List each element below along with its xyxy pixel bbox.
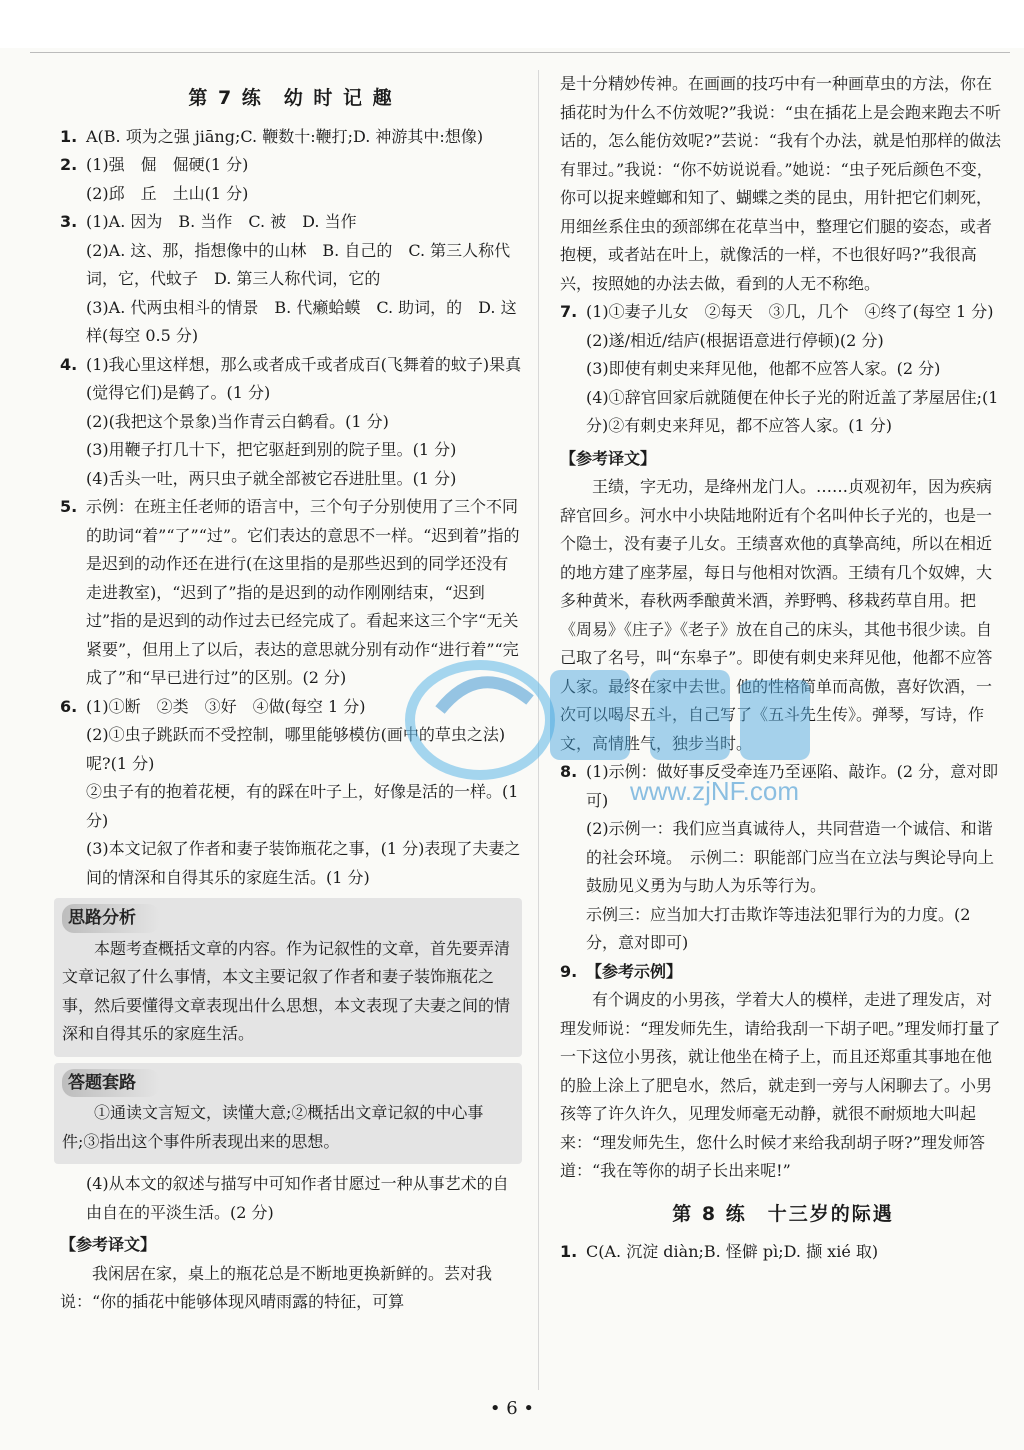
question-1 — [60, 123, 522, 152]
answer-line: (2)(我把这个景象)当作青云白鹤看。(1 分) — [86, 411, 389, 431]
answer-line: (2)邱 丘 土山(1 分) — [86, 183, 249, 203]
analysis-box-title: 思路分析 — [62, 904, 160, 933]
translation-continued: 是十分精妙传神。在画画的技巧中有一种画草虫的方法，你在插花时为什么不仿效呢?”我说：“虫在插花上是会跑来跑去不听话的，怎么能仿效呢?”芸说：“我有个办法，就是怕那样的做法有罪过。”我说：“你不妨说说看。”她说：“虫子死后颜色不变，你可以捉来螳螂和知了、蝴蝶之类的昆虫，用针把它们刺死，用细丝系住虫的颈部绑在花草当中，整理它们腿的姿态，或者抱梗，或者站在叶上，就像活的一样，不也很好吗?”我很高兴，按照她的办法去做，看到的人无不称绝。 — [560, 74, 1001, 293]
method-box-title: 答题套路 — [62, 1069, 160, 1098]
question-number: 8. — [560, 762, 578, 781]
question-number: 4. — [60, 354, 78, 374]
answer-line: (1)强 倔 倔硬(1 分) — [86, 155, 249, 174]
answer-line: (2)A. 这、那，指想像中的山林 B. 自己的 C. 第三人称代词，它，代蚊子 D. 第三人称代词，它的 — [86, 240, 511, 288]
question-number: 6. — [60, 696, 78, 716]
question-number: 3. — [60, 212, 78, 231]
answer-line: ②虫子有的抱着花梗，有的踩在叶子上，好像是活的一样。(1 分) — [86, 782, 519, 830]
reference-example-text: 有个调皮的小男孩，学着大人的模样，走进了理发店，对理发师说：“理发师先生，请给我刮一下胡子吧。”理发师打量了一下这位小男孩，就让他坐在椅子上，而且还郑重其事地在他的脸上涂上了肥皂水，然后，就走到一旁与人闲聊去了。小男孩等了许久许久，见理发师毫无动静，就很不耐烦地大叫起来：“理发师先生，您什么时候才来给我刮胡子呀?”理发师答道：“我在等你的胡子长出来呢!” — [560, 990, 1001, 1180]
reference-translation-text: 王绩，字无功，是绛州龙门人。……贞观初年，因为疾病辞官回乡。河水中小块陆地附近有个名叫仲长子光的，也是一个隐士，没有妻子儿女。王绩喜欢他的真挚高纯，所以在相近的地方建了座茅屋，每日与他相对饮酒。王绩有几个奴婢，大多种黄米，春秋两季酿黄米酒，养野鸭、移栽药草自用。把《周易》《庄子》《老子》放在自己的床头，其他书很少读。自己取了名号，叫“东皋子”。即使有刺史来拜见他，他都不应答人家。最终在家中去世。他的性格简单而高傲，喜好饮酒，一次可以喝尽五斗，自己写了《五斗先生传》。弹琴，写诗，作文，高情胜气，独步当时。 — [560, 477, 993, 753]
page-number: • 6 • — [489, 1398, 535, 1419]
reference-translation-title: 【参考译文】 — [60, 1235, 157, 1254]
watermark-url: www.zjNF.com — [630, 776, 800, 806]
answer-line: (3)A. 代两虫相斗的情景 B. 代癞蛤蟆 C. 助词，的 D. 这样(每空 0.5 分) — [86, 297, 517, 345]
method-box — [54, 1063, 522, 1165]
answer-line: (1)①妻子儿女 ②每天 ③几，几个 ④终了(每空 1 分) — [586, 302, 994, 321]
analysis-box-text: 本题考查概括文章的内容。作为记叙性的文章，首先要弄清文章记叙了什么事情，本文主要记叙了作者和妻子装饰瓶花之事，然后要懂得文章表现出什么思想，本文表现了夫妻之间的情深和自得其乐的家庭生活。 — [62, 938, 511, 1043]
question-4 — [60, 351, 522, 494]
reference-example-title: 【参考示例】 — [586, 961, 683, 981]
column-divider — [538, 70, 539, 1390]
question-number: 9. — [560, 961, 578, 981]
answer-line: (1)A. 因为 B. 当作 C. 被 D. 当作 — [86, 212, 357, 231]
question-9 — [560, 958, 1006, 987]
answer-line: (1)①断 ②类 ③好 ④做(每空 1 分) — [86, 696, 366, 716]
answer-line: (4)舌头一吐，两只虫子就全部被它吞进肚里。(1 分) — [86, 468, 457, 488]
right-column — [560, 70, 1006, 1267]
answer-line: (1)我心里这样想，那么或者成千或者成百(飞舞着的蚊子)果真(觉得它们)是鹤了。(1 分) — [86, 354, 522, 402]
answer-line: (1)示例：做好事反受牵连乃至诬陷、敲诈。(2 分，意对即可) — [586, 762, 999, 810]
question-number: 2. — [60, 155, 78, 174]
answer-line: (3)用鞭子打几十下，把它驱赶到别的院子里。(1 分) — [86, 440, 457, 459]
analysis-box — [54, 898, 522, 1057]
section-title-7: 第 7 练 幼 时 记 趣 — [188, 87, 394, 109]
scan-top-margin — [0, 0, 1024, 48]
answer-line: (2)①虫子跳跃而不受控制，哪里能够模仿(画中的草虫之法)呢?(1 分) — [86, 725, 506, 773]
question-answer: C(A. 沉淀 diàn;B. 怪僻 pì;D. 撷 xié 取) — [586, 1242, 879, 1261]
question-answer: 示例：在班主任老师的语言中，三个句子分别使用了三个不同的助词“着”“了”“过”。它们表达的意思不一样。“迟到着”指的是迟到的动作还在进行(在这里指的是那些迟到的同学还没有走进教室)，“迟到了”指的是迟到的动作刚刚结束，“迟到过”指的是迟到的动作过去已经完成了。看起来这三个字“无关紧要”，但用上了以后，表达的意思就分别有动作“进行着”“完成了”和“早已进行过”的区别。(2 分) — [86, 497, 520, 687]
question-number: 7. — [560, 302, 578, 321]
question-7 — [560, 298, 1006, 441]
question-2 — [60, 151, 522, 208]
question-5 — [60, 493, 522, 693]
question-number: 1. — [60, 126, 78, 146]
left-column — [60, 70, 522, 1317]
answer-line: (2)遂/相近/结庐(根据语意进行停顿)(2 分) — [586, 330, 884, 350]
answer-line: 示例三：应当加大打击欺诈等违法犯罪行为的力度。(2 分，意对即可) — [586, 904, 971, 952]
question-number: 1. — [560, 1242, 578, 1261]
question-1-section-8 — [560, 1238, 1006, 1267]
question-6 — [60, 693, 522, 893]
reference-translation-text: 我闲居在家，桌上的瓶花总是不断地更换新鲜的。芸对我说：“你的插花中能够体现风晴雨露的特征，可算 — [60, 1263, 493, 1311]
answer-line: (4)从本文的叙述与描写中可知作者甘愿过一种从事艺术的自由自在的平淡生活。(2 分) — [86, 1174, 509, 1222]
question-3 — [60, 208, 522, 351]
answer-line: (4)①辞官回家后就随便在仲长子光的附近盖了茅屋居住;(1 分)②有刺史来拜见，都不应答人家。(1 分) — [586, 387, 999, 435]
section-title-8: 第 8 练 十三岁的际遇 — [672, 1202, 894, 1225]
question-number: 5. — [60, 497, 78, 516]
answer-line: (3)即使有刺史来拜见他，他都不应答人家。(2 分) — [586, 359, 941, 378]
question-8 — [560, 758, 1006, 958]
question-answer: A(B. 项为之强 jiāng;C. 鞭数十:鞭打;D. 神游其中:想像) — [86, 126, 484, 146]
method-box-text: ①通读文言短文，读懂大意;②概括出文章记叙的中心事件;③指出这个事件所表现出来的思想。 — [62, 1103, 484, 1151]
answer-line: (2)示例一：我们应当真诚待人，共同营造一个诚信、和谐的社会环境。 示例二：职能部门应当在立法与舆论导向上鼓励见义勇为与助人为乐等行为。 — [586, 819, 995, 895]
page-top-rule — [30, 52, 1010, 53]
answer-line: (3)本文记叙了作者和妻子装饰瓶花之事，(1 分)表现了夫妻之间的情深和自得其乐的家庭生活。(1 分) — [86, 839, 521, 887]
reference-translation-title: 【参考译文】 — [560, 448, 657, 468]
